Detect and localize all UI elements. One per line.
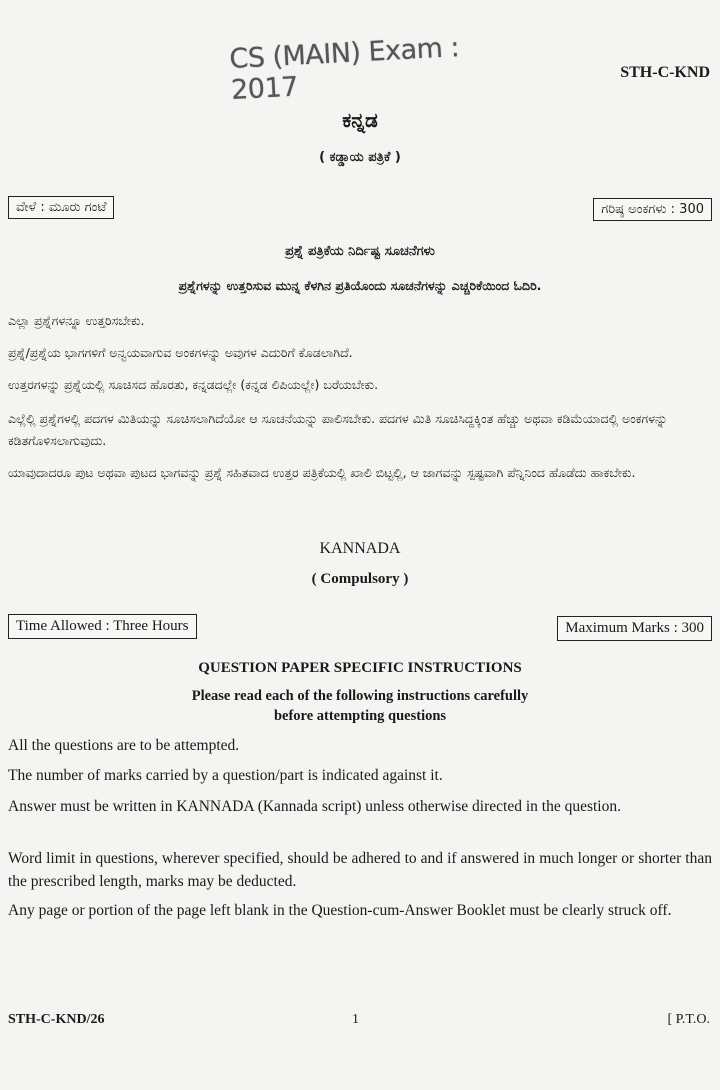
instruction-4: Word limit in questions, wherever specified, should be adhered to and if answered in much longer or shorter than the prescribed length, marks may be deducted. [8, 850, 712, 890]
kannada-marks-box: ಗರಿಷ್ಠ ಅಂಕಗಳು : 300 [593, 198, 712, 221]
kannada-instruction-3: ಉತ್ತರಗಳನ್ನು ಪ್ರಶ್ನೆಯಲ್ಲಿ ಸೂಚಿಸದ ಹೊರತು, ಕನ್ನಡದಲ್ಲೇ (ಕನ್ನಡ ಲಿಪಿಯಲ್ಲೇ) ಬರೆಯಬೇಕು. [8, 377, 379, 392]
instruction-2: The number of marks carried by a question/part is indicated against it. [8, 767, 443, 784]
exam-title: CS (MAIN) Exam : 2017 [228, 32, 460, 106]
kannada-subject-title: ಕನ್ನಡ [342, 108, 378, 132]
instruction-5: Any page or portion of the page left blank in the Question-cum-Answer Booklet must be clearly struck off. [8, 902, 672, 919]
kannada-instruction-1: ಎಲ್ಲಾ ಪ್ರಶ್ನೆಗಳನ್ನೂ ಉತ್ತರಿಸಬೇಕು. [8, 313, 145, 328]
paper-code: STH-C-KND [620, 64, 710, 81]
kannada-instructions-subheading: ಪ್ರಶ್ನೆಗಳನ್ನು ಉತ್ತರಿಸುವ ಮುನ್ನ ಕೆಳಗಿನ ಪ್ರತಿಯೊಂದು ಸೂಚನೆಗಳನ್ನು ಎಚ್ಚರಿಕೆಯಿಂದ ಓದಿರಿ. [178, 278, 542, 293]
page-number: 1 [352, 1012, 359, 1027]
instructions-subheading-1: Please read each of the following instructions carefully [191, 688, 529, 704]
kannada-instructions-heading: ಪ್ರಶ್ನೆ ಪತ್ರಿಕೆಯ ನಿರ್ದಿಷ್ಟ ಸೂಚನೆಗಳು [285, 244, 435, 259]
time-allowed-box: Time Allowed : Three Hours [8, 614, 197, 639]
instructions-subheading-2: before attempting questions [273, 708, 447, 724]
kannada-instruction-2: ಪ್ರಶ್ನೆ/ಪ್ರಶ್ನೆಯ ಭಾಗಗಳಿಗೆ ಅನ್ವಯವಾಗುವ ಅಂಕಗಳನ್ನು ಅವುಗಳ ಎದುರಿಗೆ ಕೊಡಲಾಗಿದೆ. [8, 345, 353, 360]
english-subject-title: KANNADA [319, 540, 401, 557]
maximum-marks-box: Maximum Marks : 300 [557, 616, 712, 641]
instruction-1: All the questions are to be attempted. [8, 737, 240, 754]
instruction-3: Answer must be written in KANNADA (Kannada script) unless otherwise directed in the question. [8, 798, 621, 815]
english-compulsory-label: ( Compulsory ) [311, 571, 409, 587]
footer-code: STH-C-KND/26 [8, 1012, 105, 1027]
kannada-time-box: ವೇಳೆ : ಮೂರು ಗಂಟೆ [8, 196, 114, 219]
kannada-compulsory-label: ( ಕಡ್ಡಾಯ ಪತ್ರಿಕೆ ) [319, 150, 401, 165]
kannada-instruction-4: ಎಲ್ಲೆಲ್ಲಿ ಪ್ರಶ್ನೆಗಳಲ್ಲಿ ಪದಗಳ ಮಿತಿಯನ್ನು ಸೂಚಿಸಲಾಗಿದೆಯೋ ಆ ಸೂಚನೆಯನ್ನು ಪಾಲಿಸಬೇಕು. ಪದಗಳ ಮಿತಿ ಸೂಚಿಸಿದ್ದಕ್ಕಿಂತ ಹೆಚ್ಚು ಅಥವಾ ಕಡಿಮೆಯಾದಲ್ಲಿ ಅಂಕಗಳನ್ನು ಕಡಿತಗೊಳಿಸಲಾಗುವುದು. [8, 411, 668, 448]
kannada-instruction-5: ಯಾವುದಾದರೂ ಪುಟ ಅಥವಾ ಪುಟದ ಭಾಗವನ್ನು ಪ್ರಶ್ನೆ ಸಹಿತವಾದ ಉತ್ತರ ಪತ್ರಿಕೆಯಲ್ಲಿ ಖಾಲಿ ಬಿಟ್ಟಲ್ಲಿ, ಆ ಜಾಗವನ್ನು ಸ್ಪಷ್ಟವಾಗಿ ಪೆನ್ನಿನಿಂದ ಹೊಡೆದು ಹಾಕಬೇಕು. [8, 465, 636, 480]
instructions-heading: QUESTION PAPER SPECIFIC INSTRUCTIONS [198, 660, 522, 676]
pto-label: [ P.T.O. [667, 1012, 710, 1027]
